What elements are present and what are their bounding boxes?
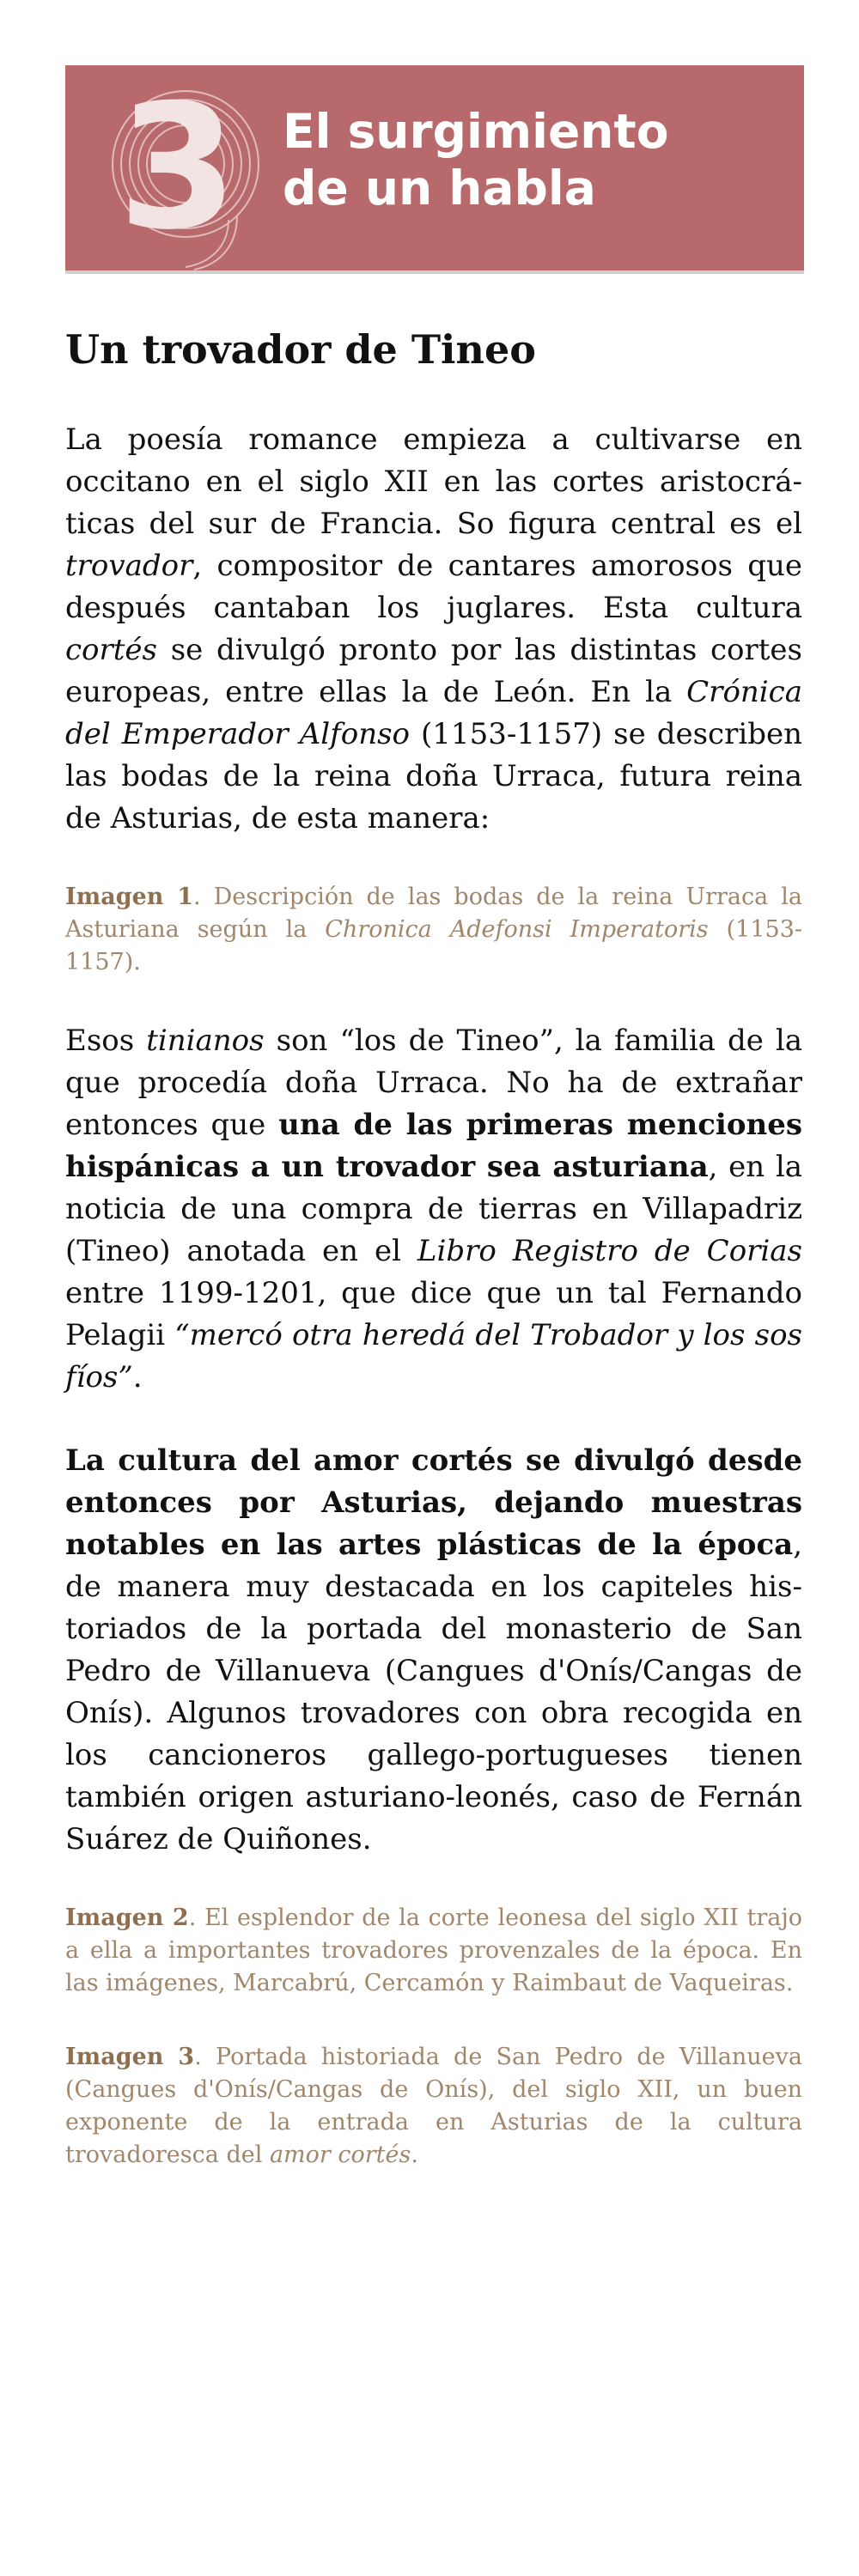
caption-label: Imagen 3 [65, 2044, 195, 2070]
text-run-bold: La cultura del amor cortés se divulgó desde entonces por Asturias, dejando muestras notables en las artes plásticas de la época [65, 1443, 802, 1562]
text-run-italic: amor cortés [269, 2142, 411, 2168]
chapter-title [283, 103, 781, 216]
text-run: . [411, 2142, 418, 2168]
banner-bottom-strip [65, 270, 804, 274]
chapter-banner [65, 65, 804, 274]
text-run-italic: Chronica Adefonsi Imperatoris [325, 916, 709, 943]
caption-image-1 [65, 881, 802, 979]
caption-image-3 [65, 2041, 802, 2172]
chapter-title-line-2: de un habla [283, 161, 596, 216]
text-run: (1153-1157). [65, 916, 802, 975]
text-run-italic: Crónica del Emperador Alfonso [65, 675, 802, 751]
text-run-italic: cortés [65, 633, 157, 667]
text-run: . Portada historiada de San Pedro de Villanueva (Cangues d'Onís/Cangas de Onís), del siglo XII, un buen exponente de la entrada en Asturias de la cultura trovadoresca del [65, 2044, 802, 2168]
paragraph-1 [65, 419, 802, 840]
text-run: , compositor de cantares amorosos que después cantaban los juglares. Esta cultura [65, 549, 802, 625]
caption-label: Imagen 2 [65, 1905, 189, 1931]
text-run: son “los de Tineo”, la familia de la que procedía doña Urraca. No ha de extrañar entonces que [65, 1024, 802, 1142]
caption-label: Imagen 1 [65, 884, 194, 910]
article-title: Un trovador de Tineo [65, 326, 536, 373]
caption-image-2 [65, 1902, 802, 2000]
paragraph-2 [65, 1020, 802, 1399]
text-run: . Descripción de las bodas de la reina Urraca la Asturiana según la [65, 884, 802, 943]
text-run-italic: trovador [65, 549, 193, 583]
text-run: entre 1199-1201, que dice que un tal Fernando Pelagii [65, 1276, 802, 1352]
text-run: , en la noticia de una compra de tierras en Villapadriz (Tineo) anotada en el [65, 1150, 802, 1268]
text-run: Esos [65, 1024, 147, 1058]
text-run: se divulgó pronto por las distintas cortes europeas, entre ellas la de León. En la [65, 633, 802, 709]
text-run-italic: “mercó otra heredá del Trobador y los sos fíos” [65, 1318, 802, 1394]
text-run: , de manera muy destacada en los capiteles historiados de la portada del monasterio de San Pedro de Villanueva (Cangues d'Onís/Cangas de Onís). Algunos trovadores con obra recogida en los cancioneros gallego-portugueses tienen también origen asturiano-leonés, caso de Fernán Suárez de Quiñones. [65, 1528, 802, 1856]
paragraph-3 [65, 1440, 802, 1861]
text-run: (1153-1157) se describen las bodas de la reina doña Urraca, futura reina de Asturias, de esta manera: [65, 717, 802, 835]
text-run: La poesía romance empieza a cultivarse en occitano en el siglo XII en las cortes aristocráticas del sur de Francia. So figura central es el [65, 422, 802, 541]
text-run-bold: una de las primeras menciones hispánicas a un trovador sea asturiana [65, 1108, 802, 1184]
text-run: . [132, 1360, 143, 1394]
text-run-italic: Libro Registro de Corias [417, 1234, 803, 1268]
chapter-title-line-1: El surgimiento [283, 104, 669, 159]
article [65, 325, 802, 2213]
text-run-italic: tinianos [146, 1024, 265, 1058]
chapter-number: 3 [118, 68, 238, 268]
text-run: . El esplendor de la corte leonesa del siglo XII trajo a ella a importantes trovadores provenzales de la época. En las imágenes, Marcabrú, Cercamón y Raimbaut de Vaqueiras. [65, 1905, 802, 1996]
